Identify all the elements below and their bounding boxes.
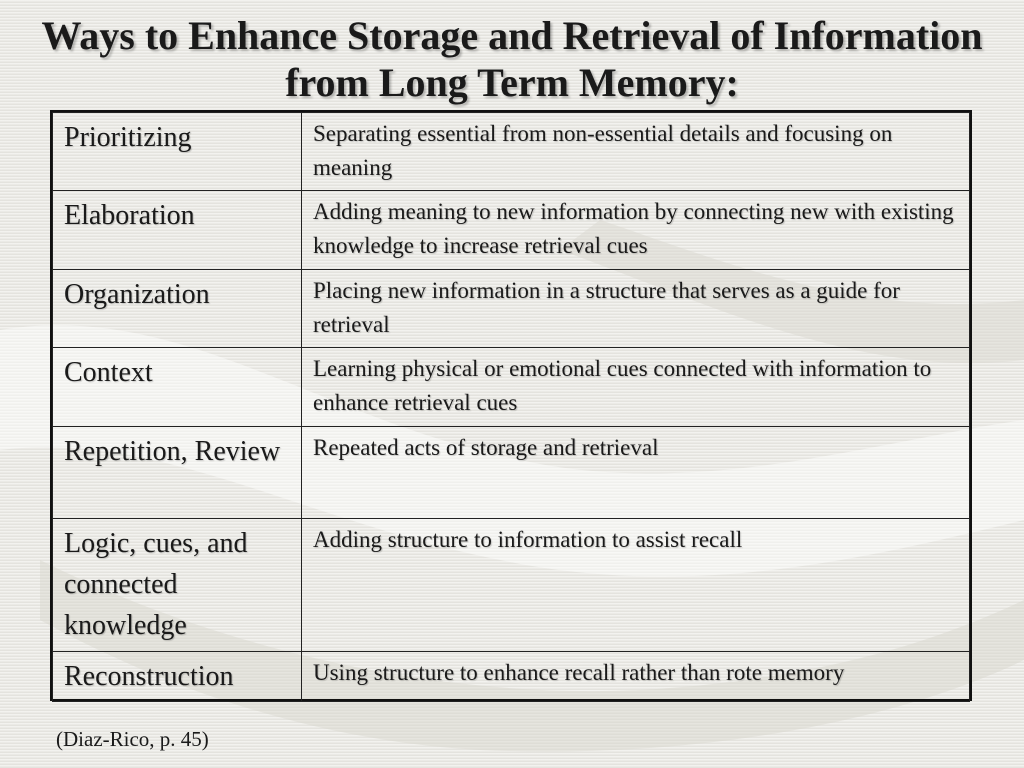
table-row: [53, 113, 970, 191]
strategy-description: Using structure to enhance recall rather than rote memory: [302, 652, 970, 702]
strategy-term: Elaboration: [53, 191, 302, 270]
table-row: [53, 652, 970, 702]
strategy-term: Reconstruction: [53, 652, 302, 702]
slide-title: Ways to Enhance Storage and Retrieval of Information from Long Term Memory:: [41, 13, 983, 105]
strategy-description: Learning physical or emotional cues connected with information to enhance retrieval cues: [302, 348, 970, 427]
strategy-term: Organization: [53, 270, 302, 348]
strategy-description: Repeated acts of storage and retrieval: [302, 427, 970, 519]
strategy-description: Adding structure to information to assist recall: [302, 519, 970, 652]
strategy-term: Prioritizing: [53, 113, 302, 191]
table-row: [53, 427, 970, 519]
memory-strategies-table: [50, 110, 972, 701]
table-row: [53, 348, 970, 427]
strategy-term: Repetition, Review: [53, 427, 302, 519]
table-row: [53, 270, 970, 348]
strategy-description: Separating essential from non-essential details and focusing on meaning: [302, 113, 970, 191]
table-row: [53, 519, 970, 652]
strategy-term: Context: [53, 348, 302, 427]
strategy-description: Placing new information in a structure that serves as a guide for retrieval: [302, 270, 970, 348]
table-row: [53, 191, 970, 270]
strategy-description: Adding meaning to new information by connecting new with existing knowledge to increase retrieval cues: [302, 191, 970, 270]
citation: (Diaz-Rico, p. 45): [56, 727, 209, 751]
strategy-term: Logic, cues, and connected knowledge: [53, 519, 302, 652]
